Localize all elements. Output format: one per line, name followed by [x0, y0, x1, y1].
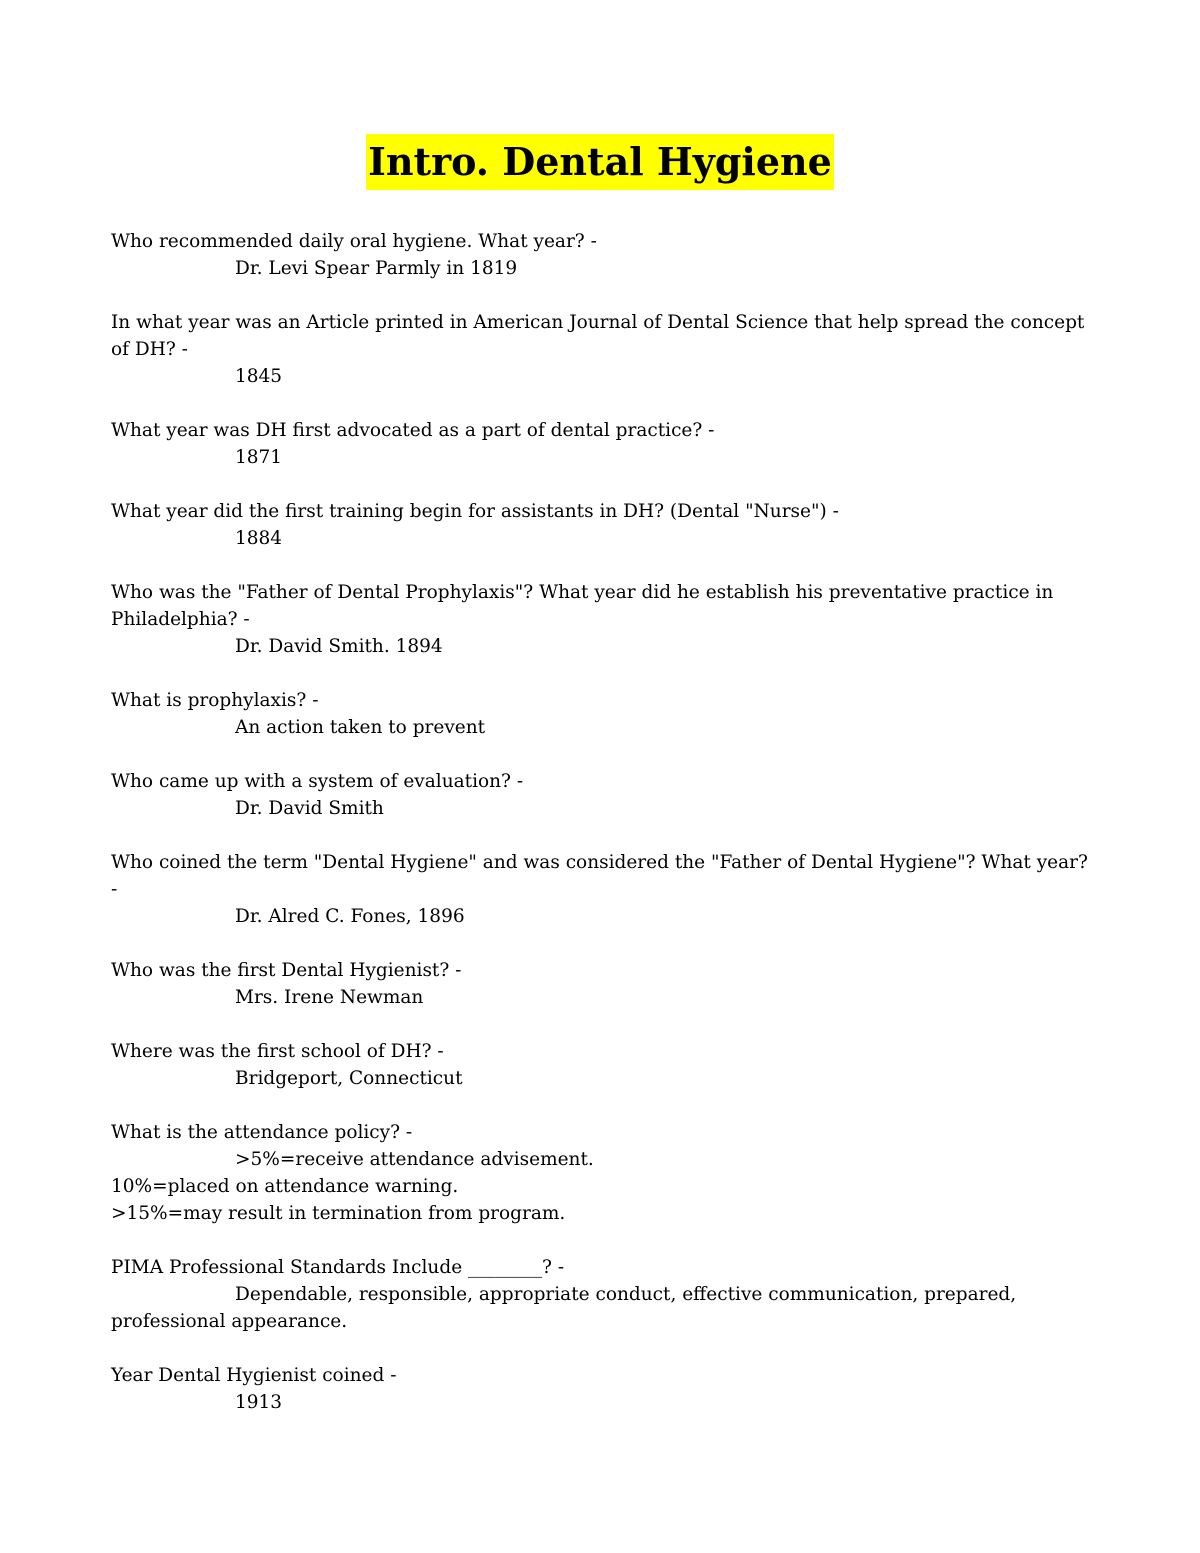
answer-text: Dr. David Smith. 1894 [235, 636, 443, 657]
answer-extra-line: >15%=may result in termination from program. [111, 1203, 566, 1224]
question-text: Who recommended daily oral hygiene. What year? - [111, 231, 597, 252]
qa-item [111, 687, 1096, 741]
answer-text: Mrs. Irene Newman [235, 987, 424, 1008]
qa-item [111, 1038, 1096, 1092]
qa-list [111, 228, 1096, 1443]
answer-text: Dependable, responsible, appropriate conduct, effective communication, prepared, professional appearance. [111, 1284, 1017, 1332]
answer-text: 1845 [235, 366, 283, 387]
answer-text: An action taken to prevent [235, 717, 486, 738]
qa-item [111, 1362, 1096, 1416]
question-text: Who was the first Dental Hygienist? - [111, 960, 462, 981]
answer-text: Dr. Levi Spear Parmly in 1819 [235, 258, 518, 279]
question-text: What is prophylaxis? - [111, 690, 319, 711]
qa-item [111, 768, 1096, 822]
qa-item [111, 309, 1096, 390]
qa-item [111, 1119, 1096, 1227]
question-text: Who came up with a system of evaluation? - [111, 771, 524, 792]
qa-item [111, 498, 1096, 552]
answer-text: 1884 [235, 528, 283, 549]
qa-item [111, 579, 1096, 660]
answer-text: 1913 [235, 1392, 283, 1413]
question-text: Who coined the term "Dental Hygiene" and was considered the "Father of Dental Hygiene"? What year? - [111, 852, 1088, 900]
qa-item [111, 228, 1096, 282]
answer-text: 1871 [235, 447, 283, 468]
question-text: What is the attendance policy? - [111, 1122, 413, 1143]
answer-text: >5%=receive attendance advisement. [235, 1149, 594, 1170]
answer-text: Dr. Alred C. Fones, 1896 [235, 906, 465, 927]
qa-item [111, 957, 1096, 1011]
qa-item [111, 417, 1096, 471]
document-title: Intro. Dental Hygiene [366, 134, 834, 190]
title-container [0, 134, 1200, 190]
answer-extra-line: 10%=placed on attendance warning. [111, 1176, 459, 1197]
qa-item [111, 849, 1096, 930]
answer-text: Dr. David Smith [235, 798, 384, 819]
question-text: Who was the "Father of Dental Prophylaxis"? What year did he establish his preventative practice in Philadelphia? - [111, 582, 1054, 630]
question-text: What year did the first training begin for assistants in DH? (Dental "Nurse") - [111, 501, 839, 522]
question-text: Year Dental Hygienist coined - [111, 1365, 397, 1386]
question-text: PIMA Professional Standards Include ________? - [111, 1257, 565, 1278]
qa-item [111, 1254, 1096, 1335]
question-text: In what year was an Article printed in American Journal of Dental Science that help spread the concept of DH? - [111, 312, 1085, 360]
question-text: What year was DH first advocated as a part of dental practice? - [111, 420, 715, 441]
answer-text: Bridgeport, Connecticut [235, 1068, 463, 1089]
question-text: Where was the first school of DH? - [111, 1041, 444, 1062]
